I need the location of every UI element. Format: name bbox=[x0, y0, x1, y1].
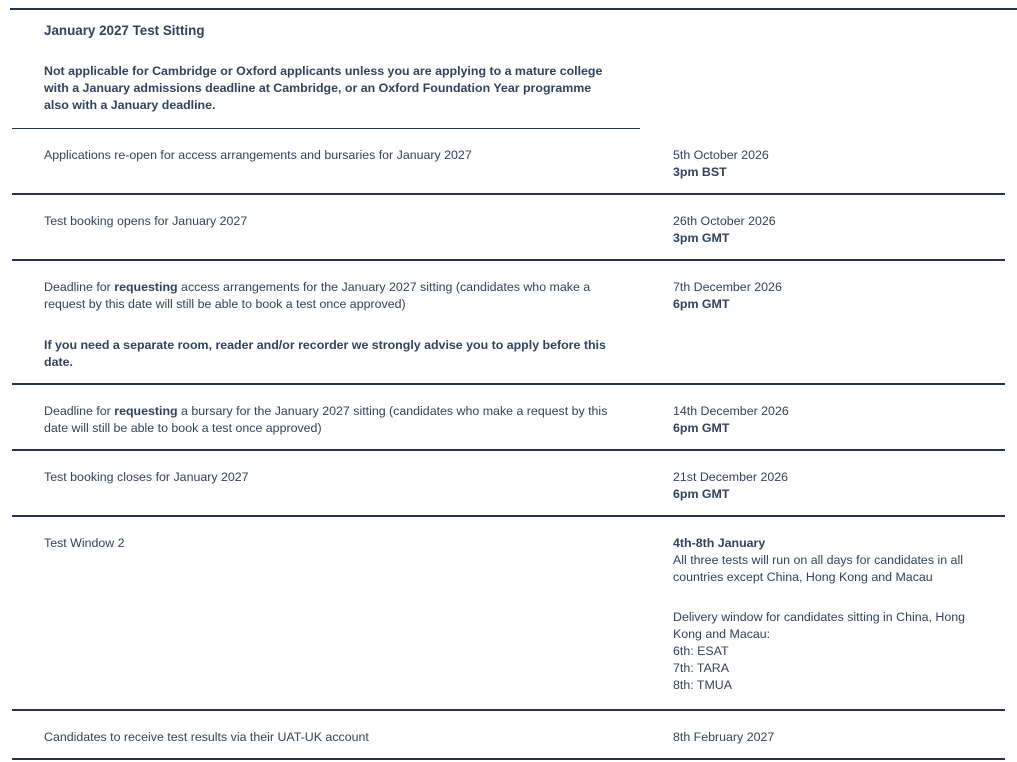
event-date: 5th October 2026 bbox=[673, 148, 769, 162]
description-text: Deadline for bbox=[44, 280, 115, 294]
event-date: 8th February 2027 bbox=[673, 730, 775, 744]
window-note: All three tests will run on all days for candidates in all countries except China, Hong Kong and Macau bbox=[673, 553, 963, 584]
description-cell bbox=[12, 195, 640, 259]
date-cell bbox=[640, 451, 1005, 515]
event-description: Candidates to receive test results via their UAT-UK account bbox=[44, 730, 369, 744]
advice-note: If you need a separate room, reader and/or recorder we strongly advise you to apply before this date. bbox=[44, 338, 606, 369]
description-text: a bursary for the January 2027 sitting (candidates who make a request by this date will still be able to book a test once approved) bbox=[44, 404, 608, 435]
description-bold-word: requesting bbox=[114, 404, 178, 418]
description-text: access arrangements for the January 2027 sitting (candidates who make a request by this date will still be able to book a test once approved) bbox=[44, 280, 591, 311]
event-time: 6pm GMT bbox=[673, 421, 730, 435]
table-row-applications-reopen bbox=[12, 129, 1005, 195]
header-cell bbox=[12, 10, 640, 129]
date-cell bbox=[640, 129, 1005, 193]
description-text: Deadline for bbox=[44, 404, 115, 418]
delivery-day: 6th: ESAT bbox=[673, 644, 729, 658]
description-cell bbox=[12, 385, 640, 449]
table-row-access-arrangements-deadline bbox=[12, 261, 1005, 385]
event-date: 21st December 2026 bbox=[673, 470, 789, 484]
section-note: Not applicable for Cambridge or Oxford applicants unless you are applying to a mature college with a January admissions deadline at Cambridge, or an Oxford Foundation Year programme also with a January deadline. bbox=[44, 64, 603, 112]
date-cell bbox=[640, 385, 1005, 449]
description-cell bbox=[12, 517, 640, 709]
section-title: January 2027 Test Sitting bbox=[44, 23, 205, 38]
table-row-bursary-deadline bbox=[12, 385, 1005, 451]
date-cell bbox=[640, 517, 1005, 709]
event-description bbox=[44, 403, 612, 437]
event-time: 3pm BST bbox=[673, 165, 727, 179]
description-cell bbox=[12, 261, 640, 383]
event-date: 26th October 2026 bbox=[673, 214, 776, 228]
event-description: Test Window 2 bbox=[44, 536, 125, 550]
event-time: 6pm GMT bbox=[673, 297, 730, 311]
description-cell bbox=[12, 451, 640, 515]
delivery-day: 8th: TMUA bbox=[673, 678, 732, 692]
event-when bbox=[673, 279, 993, 313]
table-row-results bbox=[12, 711, 1005, 760]
description-cell bbox=[12, 711, 640, 758]
description-cell bbox=[12, 129, 640, 193]
event-description bbox=[44, 279, 612, 313]
event-description: Test booking opens for January 2027 bbox=[44, 214, 248, 228]
test-sitting-schedule-table bbox=[12, 10, 1005, 760]
delivery-window-intro: Delivery window for candidates sitting in China, Hong Kong and Macau: bbox=[673, 610, 966, 641]
header-date-cell-empty bbox=[640, 10, 1005, 129]
event-time: 6pm GMT bbox=[673, 487, 730, 501]
table-row-booking-closes bbox=[12, 451, 1005, 517]
delivery-day: 7th: TARA bbox=[673, 661, 730, 675]
date-cell bbox=[640, 711, 1005, 758]
event-when bbox=[673, 147, 993, 181]
event-date: 7th December 2026 bbox=[673, 280, 782, 294]
event-description: Test booking closes for January 2027 bbox=[44, 470, 249, 484]
window-dates: 4th-8th January bbox=[673, 536, 766, 550]
table-row-test-window bbox=[12, 517, 1005, 711]
event-when bbox=[673, 403, 993, 437]
event-description: Applications re-open for access arrangements and bursaries for January 2027 bbox=[44, 148, 472, 162]
event-when bbox=[673, 213, 993, 247]
event-time: 3pm GMT bbox=[673, 231, 730, 245]
event-date: 14th December 2026 bbox=[673, 404, 789, 418]
header-row bbox=[12, 10, 1005, 129]
date-cell bbox=[640, 261, 1005, 383]
event-when bbox=[673, 469, 993, 503]
description-bold-word: requesting bbox=[114, 280, 178, 294]
table-row-booking-opens bbox=[12, 195, 1005, 261]
event-when bbox=[673, 729, 993, 746]
date-cell bbox=[640, 195, 1005, 259]
